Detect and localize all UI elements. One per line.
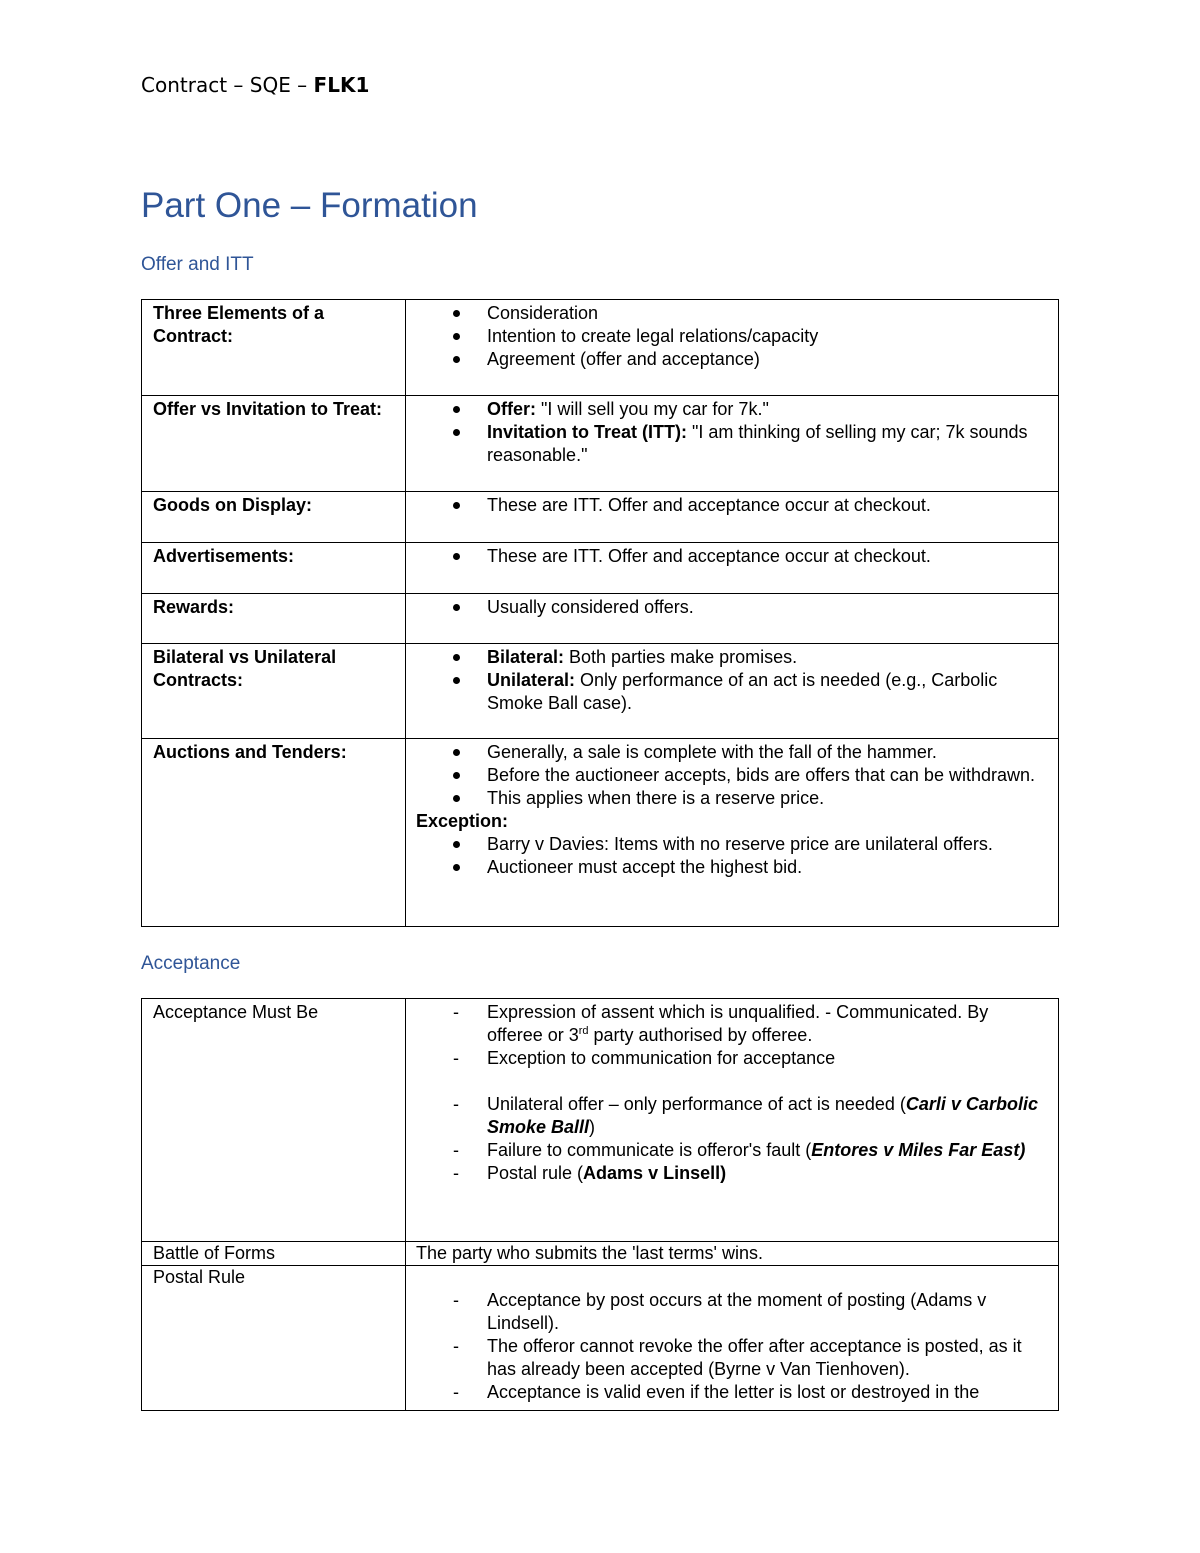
table-row: [142, 594, 1059, 644]
list-item: - Acceptance is valid even if the letter is lost or destroyed in the: [416, 1381, 1048, 1404]
header-title-bold: FLK1: [313, 73, 370, 97]
list-item: Generally, a sale is complete with the fall of the hammer.: [416, 741, 1048, 764]
row-label: Three Elements of a Contract:: [153, 303, 325, 346]
row-label: Acceptance Must Be: [153, 1002, 319, 1022]
list-item: - Unilateral offer – only performance of act is needed (Carli v Carbolic Smoke Balll): [416, 1093, 1048, 1139]
row-label: Auctions and Tenders:: [153, 742, 347, 762]
list-item: - Expression of assent which is unqualified. - Communicated. By offeree or 3rd party authorised by offeree.: [416, 1001, 1048, 1047]
header-title: Contract – SQE –: [141, 73, 314, 97]
row-label: Offer vs Invitation to Treat:: [153, 399, 383, 419]
list-item: These are ITT. Offer and acceptance occur at checkout.: [416, 494, 1048, 517]
row-text: The party who submits the 'last terms' wins.: [416, 1243, 763, 1263]
row-label: Bilateral vs Unilateral Contracts:: [153, 647, 337, 690]
list-item: Consideration: [416, 302, 1048, 325]
table-row: [142, 739, 1059, 927]
section-title-acceptance: Acceptance: [141, 953, 241, 974]
table-row: [142, 644, 1059, 739]
table-row: [142, 300, 1059, 396]
list-item: Unilateral: Only performance of an act is needed (e.g., Carbolic Smoke Ball case).: [416, 669, 1048, 715]
table-row: [142, 543, 1059, 594]
section-title-offer: Offer and ITT: [141, 254, 254, 275]
list-item: Intention to create legal relations/capacity: [416, 325, 1048, 348]
exception-label: Exception:: [416, 811, 509, 831]
row-label: Postal Rule: [153, 1267, 246, 1287]
list-item: - Failure to communicate is offeror's fault (Entores v Miles Far East): [416, 1139, 1048, 1162]
acceptance-table: [141, 998, 1059, 1411]
list-item: Invitation to Treat (ITT): "I am thinking of selling my car; 7k sounds reasonable.": [416, 421, 1048, 467]
table-row: [142, 492, 1059, 543]
row-label: Advertisements:: [153, 546, 295, 566]
list-item: Bilateral: Both parties make promises.: [416, 646, 1048, 669]
list-item: Barry v Davies: Items with no reserve price are unilateral offers.: [416, 833, 1048, 856]
list-item: This applies when there is a reserve price.: [416, 787, 1048, 810]
list-item: - The offeror cannot revoke the offer after acceptance is posted, as it has already been accepted (Byrne v Van Tienhoven).: [416, 1335, 1048, 1381]
list-item: Usually considered offers.: [416, 596, 1048, 619]
row-label: Goods on Display:: [153, 495, 313, 515]
row-label: Battle of Forms: [153, 1243, 276, 1263]
list-item: Agreement (offer and acceptance): [416, 348, 1048, 371]
offer-itt-table: [141, 299, 1059, 927]
table-row: [142, 396, 1059, 492]
page-title: Part One – Formation: [141, 186, 478, 225]
table-row: [142, 1242, 1059, 1266]
list-item: - Exception to communication for acceptance: [416, 1047, 1048, 1070]
document-header: [141, 73, 369, 97]
list-item: Before the auctioneer accepts, bids are offers that can be withdrawn.: [416, 764, 1048, 787]
list-item: - Postal rule (Adams v Linsell): [416, 1162, 1048, 1185]
list-item: Auctioneer must accept the highest bid.: [416, 856, 1048, 879]
list-item: These are ITT. Offer and acceptance occur at checkout.: [416, 545, 1048, 568]
list-item: - Acceptance by post occurs at the moment of posting (Adams v Lindsell).: [416, 1289, 1048, 1335]
list-item: Offer: "I will sell you my car for 7k.": [416, 398, 1048, 421]
table-row: [142, 1266, 1059, 1411]
row-label: Rewards:: [153, 597, 235, 617]
table-row: [142, 999, 1059, 1242]
